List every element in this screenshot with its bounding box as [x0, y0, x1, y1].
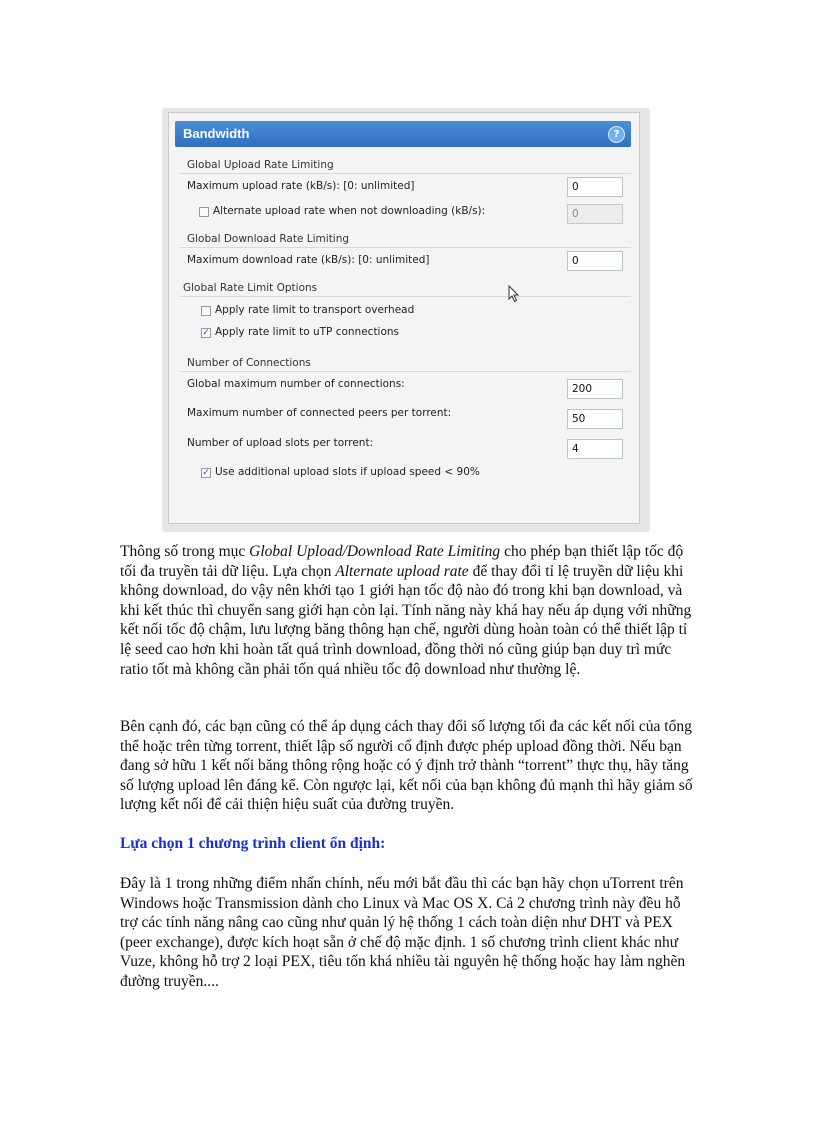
additional-slots-label: Use additional upload slots if upload speed < 90% — [215, 466, 480, 478]
paragraph-3: Đây là 1 trong những điểm nhấn chính, nếu mới bắt đầu thì các bạn hãy chọn uTorrent trên Windows hoặc Transmission dành cho Linux và Mac OS X. Cả 2 chương trình này đều hỗ trợ các tính năng nâng cao cũng như quản lý hệ thống 1 cách toàn diện như DHT và PEX (peer exchange), được kích hoạt sẵn ở chế độ mặc định. 1 số chương trình client khác như Vuze, không hỗ trợ 2 loại PEX, tiêu tốn khá nhiều tài nguyên hệ thống hoặc hay làm nghẽn đường truyền.... — [120, 875, 686, 990]
divider — [179, 173, 631, 174]
utp-label: Apply rate limit to uTP connections — [215, 326, 400, 338]
divider — [179, 296, 631, 297]
bandwidth-settings-screenshot — [168, 112, 640, 524]
transport-overhead-checkbox[interactable] — [201, 306, 211, 316]
additional-slots-checkbox[interactable]: ✓ — [202, 468, 210, 478]
upload-slots-input[interactable]: 4 — [567, 439, 623, 459]
alt-upload-label: Alternate upload rate when not downloading (kB/s): — [213, 205, 486, 217]
peers-per-torrent-input[interactable]: 50 — [567, 409, 623, 429]
panel-header — [175, 121, 631, 147]
global-max-connections-input[interactable]: 200 — [567, 379, 623, 399]
alt-upload-input[interactable]: 0 — [567, 204, 623, 224]
max-upload-input[interactable]: 0 — [567, 177, 623, 197]
global-max-connections-label: Global maximum number of connections: — [187, 378, 405, 390]
max-upload-label: Maximum upload rate (kB/s): [0: unlimited] — [187, 180, 415, 192]
section-heading: Lựa chọn 1 chương trình client ổn định: — [120, 835, 386, 852]
upload-slots-label: Number of upload slots per torrent: — [187, 437, 374, 449]
options-group-title: Global Rate Limit Options — [183, 282, 318, 294]
max-download-label: Maximum download rate (kB/s): [0: unlimited] — [187, 254, 430, 266]
upload-group-title: Global Upload Rate Limiting — [187, 159, 334, 171]
download-group-title: Global Download Rate Limiting — [187, 233, 350, 245]
paragraph-2: Bên cạnh đó, các bạn cũng có thể áp dụng cách thay đổi số lượng tối đa các kết nối của tổng thể hoặc trên từng torrent, thiết lập số người cố định được phép upload đồng thời. Nếu bạn đang sở hữu 1 kết nối băng thông rộng hoặc có ý định trở thành “torrent” thực thụ, hãy tăng số lượng upload lên đáng kể. Còn ngược lại, kết nối của bạn không đủ mạnh thì hãy giảm số lượng kết nối để cải thiện hiệu suất của đường truyền. — [120, 718, 693, 814]
divider — [179, 247, 631, 248]
utp-checkbox[interactable]: ✓ — [202, 328, 210, 338]
paragraph-1: Thông số trong mục Global Upload/Download Rate Limiting cho phép bạn thiết lập tốc độ tối đa truyền tải dữ liệu. Lựa chọn Alternate upload rate để thay đổi tỉ lệ truyền dữ liệu khi không download, do vậy nên khởi tạo 1 giới hạn tốc độ nào đó trong khi bạn download, và khi kết thúc thì chuyển sang giới hạn còn lại. Tính năng này khá hay nếu áp dụng với những kết nối tốc độ chậm, lưu lượng băng thông hạn chế, người dùng hoàn toàn có thể thiết lập tỉ lệ seed cao hơn khi hoàn tất quá trình download, đồng thời nó cũng giúp bạn duy trì mức ratio tốt mà không cần phải tốn quá nhiều tốc độ download như thường lệ. — [120, 543, 692, 678]
peers-per-torrent-label: Maximum number of connected peers per torrent: — [187, 407, 452, 419]
help-icon[interactable]: ? — [608, 126, 625, 143]
emphasis-alternate-upload-rate: Alternate upload rate — [335, 562, 469, 580]
max-download-input[interactable]: 0 — [567, 251, 623, 271]
alt-upload-checkbox[interactable] — [199, 207, 209, 217]
emphasis-global-rate-limiting: Global Upload/Download Rate Limiting — [249, 543, 501, 560]
mouse-cursor-icon — [508, 285, 520, 303]
panel-title: Bandwidth — [183, 126, 250, 141]
connections-group-title: Number of Connections — [187, 357, 311, 369]
divider — [179, 371, 631, 372]
transport-overhead-label: Apply rate limit to transport overhead — [215, 304, 415, 316]
